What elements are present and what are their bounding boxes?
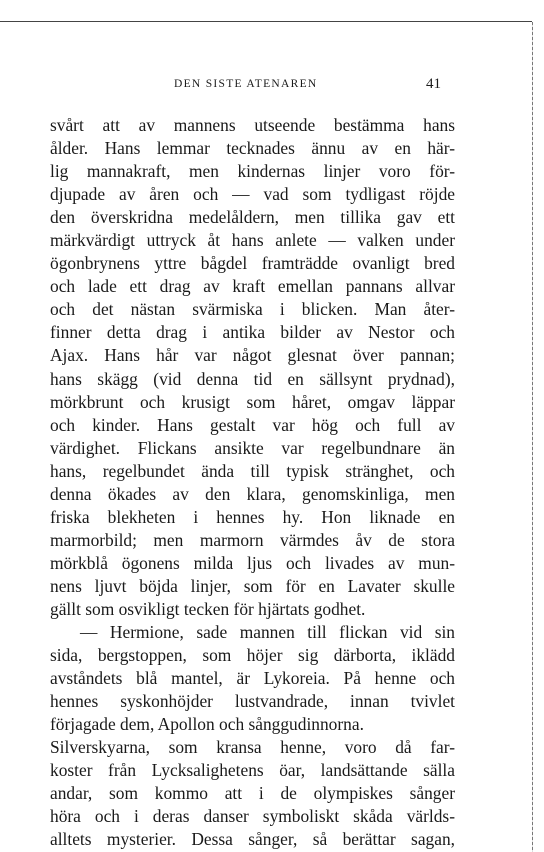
- text-line: Silverskyarna, som kransa henne, voro då far-: [50, 737, 455, 758]
- page-edge-top: [0, 21, 532, 22]
- text-line: andar, som kommo att i de olympiskes sånger: [50, 783, 455, 804]
- text-line: värdighet. Flickans ansikte var regelbundnare än: [50, 437, 455, 458]
- text-line: märkvärdigt uttryck åt hans anlete — valken under: [50, 230, 455, 251]
- body-text: [50, 114, 455, 852]
- page-edge-right: [532, 22, 533, 852]
- text-line: alltets mysterier. Dessa sånger, så berättar sagan,: [50, 829, 455, 850]
- text-line: och lade ett drag av kraft emellan pannans allvar: [50, 276, 455, 297]
- text-line: mörkbrunt och krusigt som håret, omgav läppar: [50, 391, 455, 412]
- text-line: den överskridna medelåldern, men tillika gav ett: [50, 207, 455, 228]
- text-line: denna ökades av den klara, genomskinliga, men: [50, 483, 455, 504]
- text-line: lig mannakraft, men kindernas linjer voro för-: [50, 161, 455, 182]
- running-title: DEN SISTE ATENAREN: [174, 78, 318, 90]
- text-line: friska blekheten i hennes hy. Hon liknade en: [50, 506, 455, 527]
- text-line: ålder. Hans lemmar tecknades ännu av en här-: [50, 138, 455, 159]
- text-line: finner detta drag i antika bilder av Nestor och: [50, 322, 455, 343]
- text-line: marmorbild; men marmorn värmdes åv de stora: [50, 529, 455, 550]
- paragraph-end-line: gällt som osvikligt tecken för hjärtats godhet.: [50, 598, 366, 619]
- page-number: 41: [426, 76, 441, 92]
- text-line: nens ljuvt böjda linjer, som för en Lavater skulle: [50, 575, 455, 596]
- text-line: avståndets blå mantel, är Lykoreia. På henne och: [50, 668, 455, 689]
- paragraph-first-line: — Hermione, sade mannen till flickan vid sin: [80, 622, 455, 643]
- text-line: och kinder. Hans gestalt var hög och full av: [50, 414, 455, 435]
- text-line: hans skägg (vid denna tid en sällsynt prydnad),: [50, 368, 455, 389]
- text-line: och det nästan svärmiska i blicken. Man åter-: [50, 299, 455, 320]
- text-line: ögonbrynens yttre bågdel framträdde ovanligt bred: [50, 253, 455, 274]
- text-line: koster från Lycksalighetens öar, landsättande sälla: [50, 760, 455, 781]
- text-line: hans, regelbundet ända till typisk stränghet, och: [50, 460, 455, 481]
- text-line: höra och i deras danser symboliskt skåda världs-: [50, 806, 455, 827]
- text-line: förjagade dem, Apollon och sånggudinnorna.: [50, 714, 364, 735]
- text-line: sida, bergstoppen, som höjer sig därborta, iklädd: [50, 645, 455, 666]
- text-line: djupade av åren och — vad som tydligast röjde: [50, 184, 455, 205]
- text-line: Ajax. Hans hår var något glesnat över pannan;: [50, 345, 455, 366]
- text-line: hennes syskonhöjder lustvandrade, innan tvivlet: [50, 691, 455, 712]
- text-line: svårt att av mannens utseende bestämma hans: [50, 115, 455, 135]
- running-head: [0, 74, 544, 94]
- text-line: mörkblå ögonens milda ljus och livades av mun-: [50, 552, 455, 573]
